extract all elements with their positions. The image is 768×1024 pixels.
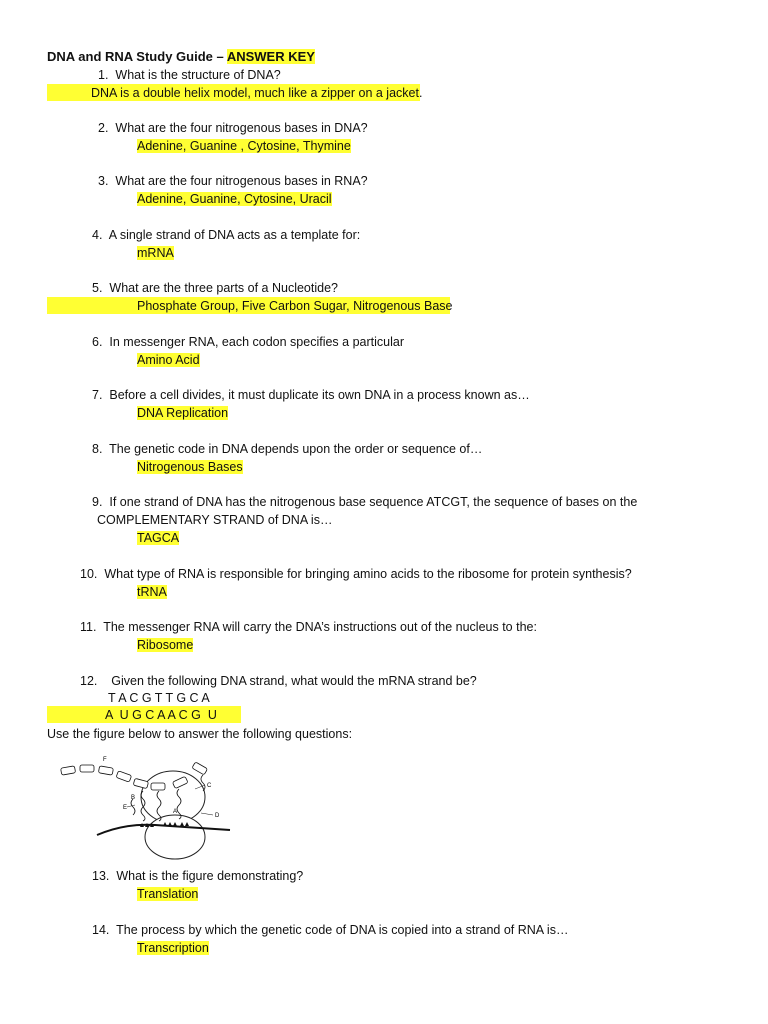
figure-intro: Use the figure below to answer the following questions:	[47, 727, 353, 741]
question-2: 2. What are the four nitrogenous bases in DNA?	[98, 121, 368, 135]
question-13: 13. What is the figure demonstrating?	[92, 869, 304, 883]
answer-1: DNA is a double helix model, much like a zipper on a jacket.	[91, 86, 423, 100]
answer-2: Adenine, Guanine , Cytosine, Thymine	[137, 139, 351, 153]
label-b: B	[131, 795, 136, 801]
answer-7: DNA Replication	[137, 406, 229, 420]
ribosome-small-subunit	[145, 815, 205, 859]
answer-6: Amino Acid	[137, 353, 200, 367]
label-f: F	[103, 757, 107, 763]
answer-5: Phosphate Group, Five Carbon Sugar, Nitrogenous Base	[137, 299, 453, 313]
question-11: 11. The messenger RNA will carry the DNA’s instructions out of the nucleus to the:	[80, 620, 537, 634]
answer-14: Transcription	[137, 941, 209, 955]
label-a: A	[173, 809, 178, 815]
answer-9: TAGCA	[137, 531, 180, 545]
question-4: 4. A single strand of DNA acts as a template for:	[92, 228, 361, 242]
question-10: 10. What type of RNA is responsible for bringing amino acids to the ribosome for protein synthesis?	[80, 567, 632, 581]
answer-10: tRNA	[137, 585, 167, 599]
answer-3: Adenine, Guanine, Cytosine, Uracil	[137, 192, 332, 206]
question-9: 9. If one strand of DNA has the nitrogenous base sequence ATCGT, the sequence of bases on the	[92, 495, 638, 509]
question-8: 8. The genetic code in DNA depends upon the order or sequence of…	[92, 442, 483, 456]
question-12: 12. Given the following DNA strand, what would the mRNA strand be?	[80, 674, 477, 688]
title-text: DNA and RNA Study Guide –	[47, 49, 227, 64]
label-c: C	[207, 783, 212, 789]
answer-12: A U G C A A C G U	[105, 708, 217, 722]
question-14: 14. The process by which the genetic code of DNA is copied into a strand of RNA is…	[92, 923, 569, 937]
question-5: 5. What are the three parts of a Nucleotide?	[92, 281, 338, 295]
page-title	[47, 49, 315, 65]
label-d: D	[215, 813, 220, 819]
answer-4: mRNA	[137, 246, 174, 260]
answer-13: Translation	[137, 887, 199, 901]
label-e: E	[123, 805, 128, 811]
answer-11: Ribosome	[137, 638, 194, 652]
dna-strand: T A C G T T G C A	[108, 691, 210, 705]
question-7: 7. Before a cell divides, it must duplicate its own DNA in a process known as…	[92, 388, 530, 402]
answer-8: Nitrogenous Bases	[137, 460, 243, 474]
question-9-continued: COMPLEMENTARY STRAND of DNA is…	[97, 513, 333, 527]
translation-figure	[55, 755, 245, 865]
question-3: 3. What are the four nitrogenous bases in RNA?	[98, 174, 368, 188]
question-6: 6. In messenger RNA, each codon specifies a particular	[92, 335, 404, 349]
answer-key-label: ANSWER KEY	[226, 49, 315, 64]
question-1: 1. What is the structure of DNA?	[98, 68, 281, 82]
